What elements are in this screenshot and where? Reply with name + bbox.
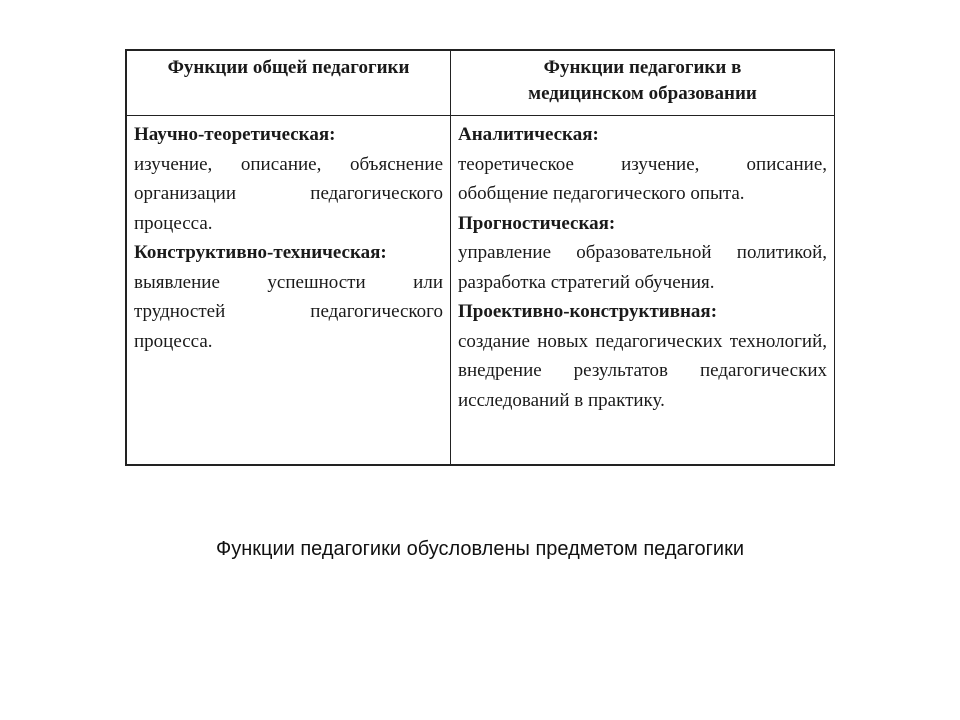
general-functions-cell xyxy=(127,116,451,465)
header-medical-line1: Функции педагогики в xyxy=(543,57,742,78)
function-title: Научно-теоретическая: xyxy=(134,124,336,145)
medical-functions-cell xyxy=(451,116,835,465)
function-title: Проективно-конструктивная: xyxy=(458,301,718,322)
header-general-pedagogy xyxy=(127,51,451,116)
header-general-pedagogy-label: Функции общей педагогики xyxy=(167,57,410,78)
function-title: Прогностическая: xyxy=(458,212,616,234)
comparison-table xyxy=(126,50,835,465)
table-header-row xyxy=(127,51,835,116)
header-medical-line2: медицинском образовании xyxy=(528,83,757,104)
function-title: Конструктивно-техническая: xyxy=(134,242,387,263)
functions-table xyxy=(125,49,835,466)
function-description: управление образовательной политикой, разработка стратегий обучения. xyxy=(458,242,827,293)
slide-caption: Функции педагогики обусловлены предметом педагогики xyxy=(215,538,744,560)
table-body-row xyxy=(127,116,835,465)
function-title: Аналитическая: xyxy=(458,124,599,145)
function-description: выявление успешности или трудностей педагогического процесса. xyxy=(134,271,443,352)
function-description: создание новых педагогических технологий, внедрение результатов педагогических исследований в практику. xyxy=(458,330,827,411)
function-description: изучение, описание, объяснение организации педагогического процесса. xyxy=(134,153,443,234)
function-description: теоретическое изучение, описание, обобщение педагогического опыта. xyxy=(458,153,827,204)
header-medical-pedagogy xyxy=(451,51,835,116)
